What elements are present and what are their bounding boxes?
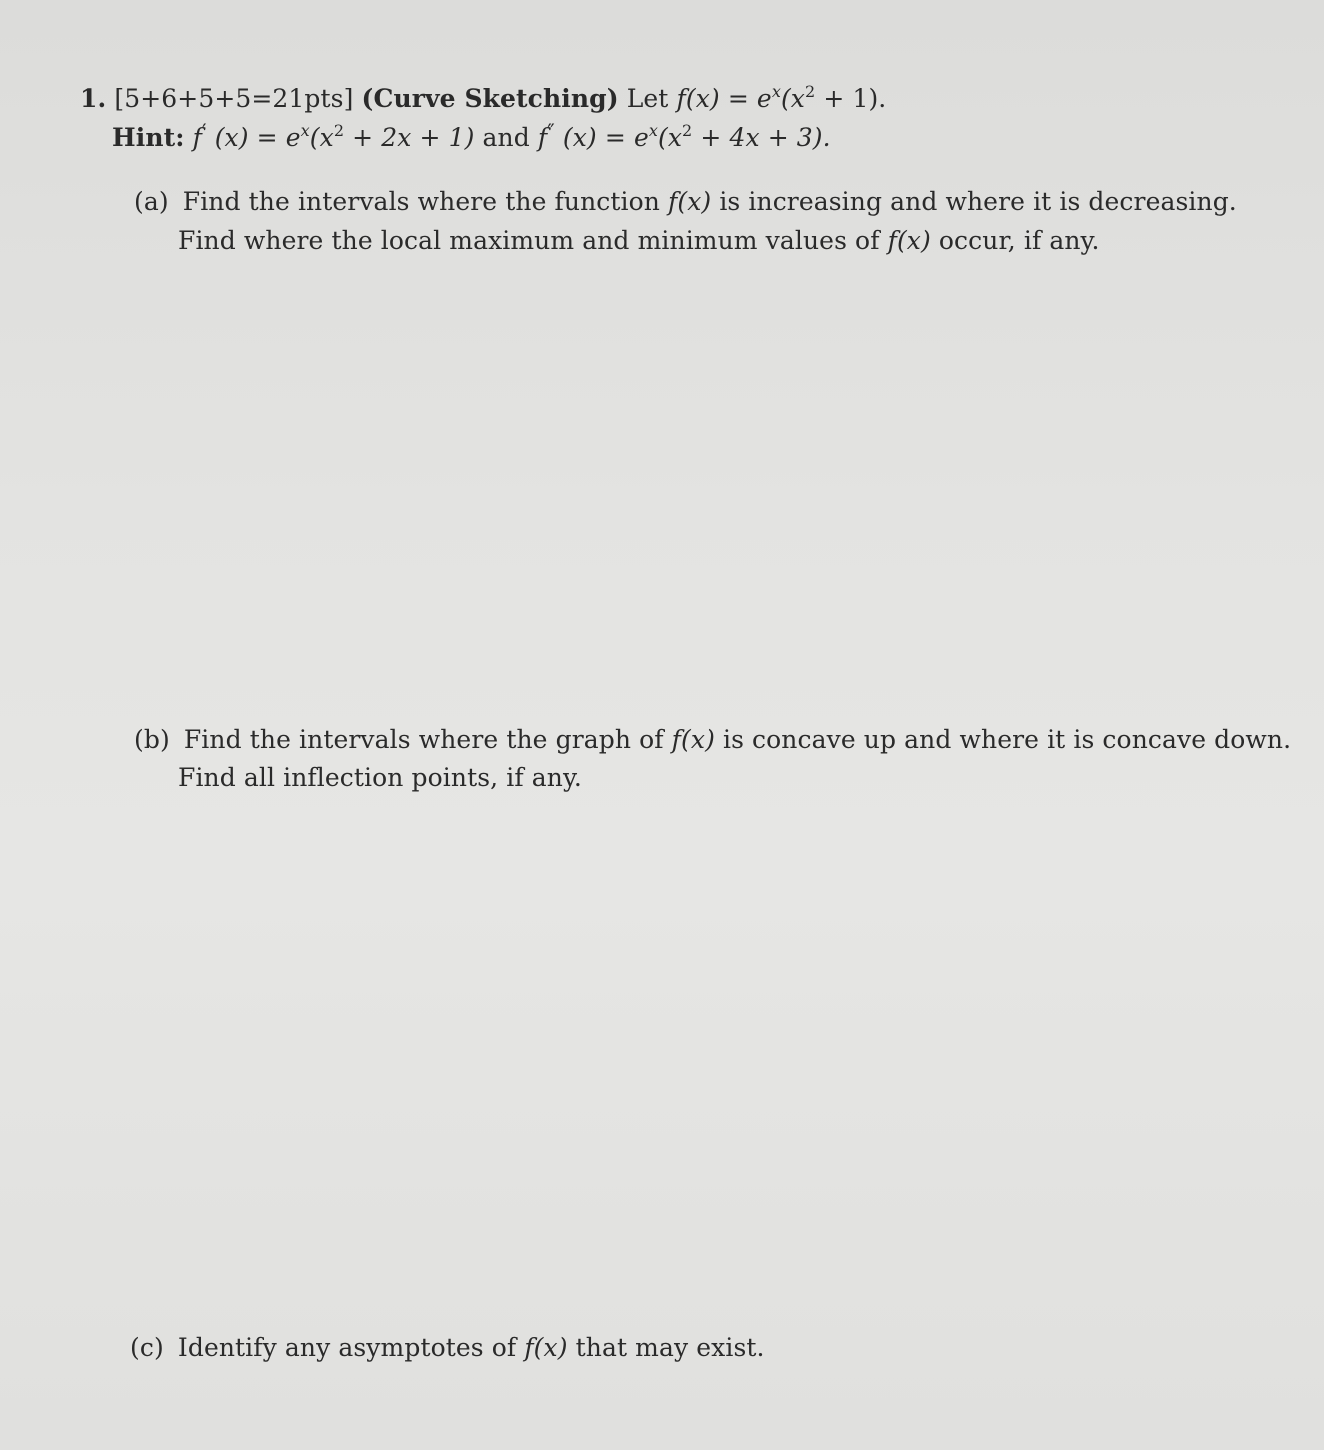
function-equals: =: [727, 84, 749, 113]
part-c-fx: f(x): [524, 1333, 568, 1362]
part-b-label: (b): [134, 725, 170, 754]
part-a-label: (a): [134, 187, 169, 216]
function-lhs: f(x): [676, 84, 720, 113]
part-a-line-1: (a) Find the intervals where the function f(x) is increasing and where it is decreasing.: [134, 187, 1237, 216]
hint-line: [112, 119, 831, 152]
part-c-label: (c): [130, 1333, 164, 1362]
part-c-line: (c) Identify any asymptotes of f(x) that may exist.: [130, 1333, 765, 1362]
part-b-line-1: (b) Find the intervals where the graph of f(x) is concave up and where it is concave down.: [134, 725, 1292, 754]
part-b-line-2: Find all inflection points, if any.: [178, 763, 582, 792]
function-definition: $e^x(x^2 + 1)$.: [756, 82, 887, 113]
question-topic: (Curve Sketching): [361, 84, 619, 113]
part-b-fx: f(x): [671, 725, 715, 754]
hint-label: Hint:: [112, 123, 185, 152]
part-a-fx-2: f(x): [887, 226, 931, 255]
part-a-fx: f(x): [668, 187, 712, 216]
question-points: [5+6+5+5=21pts]: [114, 84, 354, 113]
part-a-line-2: Find where the local maximum and minimum values of f(x) occur, if any.: [178, 226, 1100, 255]
question-header: [80, 82, 887, 113]
question-number: 1.: [80, 84, 107, 113]
let-text: Let: [626, 84, 669, 113]
hint-and: and: [482, 123, 530, 152]
second-derivative: f″ $(x) = e^x(x^2 + 4x + 3)$.: [537, 119, 831, 152]
first-derivative: f′ $(x) = e^x(x^2 + 2x + 1)$: [192, 119, 475, 152]
